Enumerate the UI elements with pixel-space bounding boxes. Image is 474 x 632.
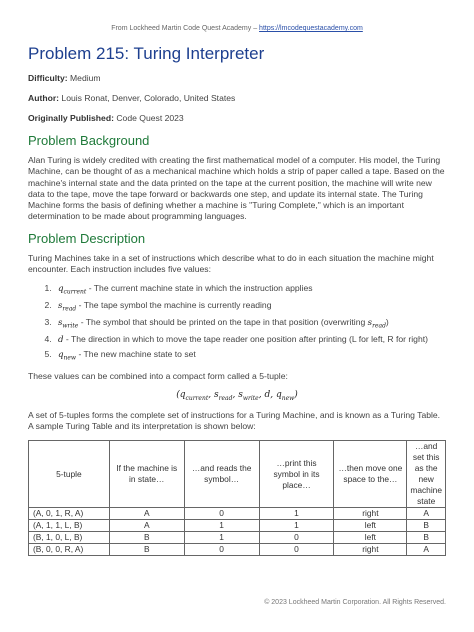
table-cell: 0 bbox=[184, 508, 259, 520]
document-page bbox=[28, 0, 446, 556]
table-cell: A bbox=[109, 508, 184, 520]
turing-table bbox=[28, 440, 446, 556]
variable-symbol: $q_{current}$ bbox=[58, 284, 87, 297]
background-text: Alan Turing is widely credited with creating the first mathematical model of a computer. His model, the Turing Machine, can be thought of as a mechanical machine which holds a strip of paper called a tape. Based on the machine's internal state and the data printed on the tape at the current position, the machine will write new data to the tape, move the tape forward or backwards one step, and update its internal state. The Turing Machine forms the basis of defining whether a machine is "Turing Complete," which is an important determination to be made about programming languages. bbox=[28, 155, 445, 222]
table-cell: B bbox=[407, 520, 446, 532]
variable-symbol: $s_{read}$ bbox=[58, 301, 77, 314]
table-header-row bbox=[29, 441, 446, 508]
column-header: 5-tuple bbox=[29, 441, 110, 508]
variable-symbol: d bbox=[58, 335, 64, 346]
table-cell: A bbox=[109, 520, 184, 532]
table-intro: A set of 5-tuples forms the complete set of instructions for a Turing Machine, and is known as a Turing Table. A sample Turing Table and its interpretation is shown below: bbox=[28, 409, 441, 432]
table-cell: B bbox=[109, 544, 184, 556]
table-cell: right bbox=[334, 544, 407, 556]
table-cell: left bbox=[334, 532, 407, 544]
table-cell: 1 bbox=[259, 520, 334, 532]
table-cell: left bbox=[334, 520, 407, 532]
table-cell: B bbox=[109, 532, 184, 544]
table-cell: A bbox=[407, 508, 446, 520]
instruction-values-list bbox=[28, 283, 446, 363]
column-header: …then move one space to the… bbox=[334, 441, 407, 508]
column-header: …print this symbol in its place… bbox=[259, 441, 334, 508]
table-cell: 0 bbox=[259, 544, 334, 556]
list-item: 3. $s_{write}$ - The symbol that should be printed on the tape in that position (overwriting $s_{read}$) bbox=[54, 317, 446, 332]
variable-symbol: $s_{read}$ bbox=[367, 318, 386, 331]
table-cell: right bbox=[334, 508, 407, 520]
table-row bbox=[29, 544, 446, 556]
difficulty-line bbox=[28, 73, 446, 84]
difficulty-label: Difficulty: bbox=[28, 73, 68, 83]
table-cell: 0 bbox=[259, 532, 334, 544]
table-cell: 1 bbox=[184, 532, 259, 544]
list-item: 1. $q_{current}$ - The current machine state in which the instruction applies bbox=[54, 283, 446, 298]
description-heading: Problem Description bbox=[28, 230, 146, 246]
source-prefix: From Lockheed Martin Code Quest Academy – bbox=[111, 25, 260, 32]
table-cell: (B, 1, 0, L, B) bbox=[29, 532, 110, 544]
table-cell: 1 bbox=[259, 508, 334, 520]
table-cell: (A, 0, 1, R, A) bbox=[29, 508, 110, 520]
table-cell: (A, 1, 1, L, B) bbox=[29, 520, 110, 532]
column-header: …and reads the symbol… bbox=[184, 441, 259, 508]
copyright-footer: © 2023 Lockheed Martin Corporation. All Rights Reserved. bbox=[264, 599, 446, 606]
published-line bbox=[28, 113, 446, 124]
table-cell: B bbox=[407, 532, 446, 544]
author-value: Louis Ronat, Denver, Colorado, United States bbox=[61, 93, 236, 103]
variable-symbol: $q_{new}$ bbox=[58, 349, 77, 362]
difficulty-value: Medium bbox=[70, 73, 101, 83]
column-header: …and set this as the new machine state bbox=[407, 441, 446, 508]
author-line bbox=[28, 93, 446, 104]
published-value: Code Quest 2023 bbox=[116, 113, 184, 123]
description-intro: Turing Machines take in a set of instructions which describe what to do in each situation the machine might encounter. Each instruction includes five values: bbox=[28, 252, 434, 275]
background-heading: Problem Background bbox=[28, 133, 150, 148]
source-note bbox=[28, 24, 446, 33]
list-item: 4. d - The direction in which to move the tape reader one position after printing (L for left, R for right) bbox=[54, 334, 446, 346]
table-cell: A bbox=[407, 544, 446, 556]
table-row bbox=[29, 520, 446, 532]
source-link[interactable]: https://lmcodequestacademy.com bbox=[259, 25, 363, 32]
list-item: 5. $q_{new}$ - The new machine state to set bbox=[54, 349, 446, 364]
combine-text: These values can be combined into a compact form called a 5-tuple: bbox=[28, 370, 288, 381]
author-label: Author: bbox=[28, 93, 60, 103]
table-cell: 1 bbox=[184, 520, 259, 532]
table-cell: 0 bbox=[184, 544, 259, 556]
variable-symbol: $s_{write}$ bbox=[58, 318, 79, 331]
table-cell: (B, 0, 0, R, A) bbox=[29, 544, 110, 556]
table-row bbox=[29, 508, 446, 520]
column-header: If the machine is in state… bbox=[109, 441, 184, 508]
published-label: Originally Published: bbox=[28, 113, 114, 123]
list-item: 2. $s_{read}$ - The tape symbol the machine is currently reading bbox=[54, 300, 446, 315]
five-tuple-formula: ($q_{current}$, $s_{read}$, $s_{write}$, d, $q_{new}$) bbox=[176, 390, 298, 402]
table-row bbox=[29, 532, 446, 544]
page-title: Problem 215: Turing Interpreter bbox=[28, 44, 265, 63]
